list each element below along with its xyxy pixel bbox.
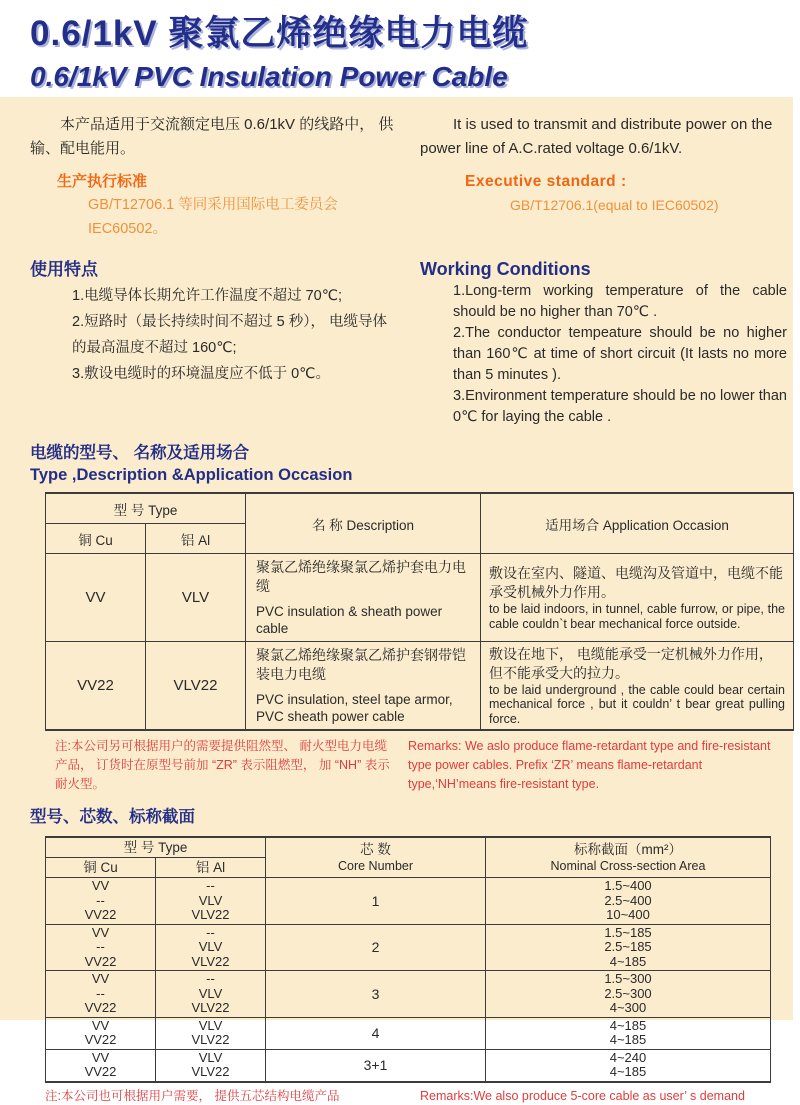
cell-line: -- xyxy=(206,878,215,893)
page-body xyxy=(0,97,793,1103)
intro-section xyxy=(0,113,793,161)
cu-models-cell xyxy=(46,1049,156,1082)
description-en: PVC insulation & sheath power cable xyxy=(256,604,443,636)
cell-line: VV xyxy=(91,1049,110,1065)
col-header-core xyxy=(266,837,486,878)
cell-line: 10~400 xyxy=(606,907,650,922)
col-header-description: 名 称 Description xyxy=(246,493,481,554)
area-cell xyxy=(486,878,771,925)
col-header-type: 型 号 Type xyxy=(46,493,246,524)
remarks-section1 xyxy=(0,737,793,794)
standard-heading-en: Executive standard : xyxy=(465,173,627,190)
page-title-zh: 0.6/1kV 聚氯乙烯绝缘电力电缆 xyxy=(30,14,529,53)
cell-line: 4~185 xyxy=(609,1017,647,1033)
cell-line: 1.5~300 xyxy=(604,971,652,986)
area-cell xyxy=(486,1017,771,1049)
al-models-cell xyxy=(156,1017,266,1049)
cell-line: -- xyxy=(206,924,215,940)
area-header-zh: 标称截面（mm²） xyxy=(574,842,682,857)
standard-heading-zh: 生产执行标准 xyxy=(57,173,148,190)
table-row xyxy=(46,971,771,1018)
cu-models-cell xyxy=(46,878,156,925)
features-section xyxy=(0,257,793,428)
application-zh: 敷设在地下， 电缆能承受一定机械外力作用，但不能承受大的拉力。 xyxy=(489,645,773,681)
table-row xyxy=(46,1017,771,1049)
cell-line: -- xyxy=(206,971,215,986)
table-row xyxy=(46,1049,771,1082)
cu-model-cell: VV22 xyxy=(46,642,146,731)
table-row xyxy=(46,554,794,642)
core-header-zh: 芯 数 xyxy=(360,842,391,857)
cell-line: VLV xyxy=(198,892,223,908)
cell-line: VV xyxy=(91,971,110,986)
col-header-application: 适用场合 Application Occasion xyxy=(481,493,794,554)
cell-line: -- xyxy=(96,985,105,1001)
intro-en: It is used to transmit and distribute power on the power line of A.C.rated voltage 0.6/1kV. xyxy=(420,116,773,157)
remark-zh: 注:本公司也可根据用户需要， 提供五芯结构电缆产品 xyxy=(45,1088,340,1103)
description-cell xyxy=(246,642,481,731)
cell-line: VV22 xyxy=(84,953,117,969)
core-header-en: Core Number xyxy=(337,859,414,873)
cell-line: 2.5~185 xyxy=(604,939,652,954)
cell-line: VLV22 xyxy=(191,953,230,969)
application-en: to be laid underground , the cable could bear certain mechanical force , but it couldn’ t bear great pulling force. xyxy=(489,682,785,726)
cu-models-cell xyxy=(46,1017,156,1049)
al-models-cell xyxy=(156,1049,266,1082)
cell-line: VV22 xyxy=(84,907,117,922)
al-models-cell xyxy=(156,971,266,1018)
area-cell xyxy=(486,1049,771,1082)
col-header-cu: 铜 Cu xyxy=(46,524,146,554)
core-number-cell: 2 xyxy=(266,924,486,971)
application-cell xyxy=(481,642,794,731)
cell-line: VLV22 xyxy=(191,907,230,922)
condition-item: 3.Environment temperature should be no lower than 0℃ for laying the cable . xyxy=(453,388,787,425)
core-section-table xyxy=(45,836,771,1083)
core-number-cell: 3 xyxy=(266,971,486,1018)
al-models-cell xyxy=(156,924,266,971)
title-block xyxy=(0,0,800,91)
cell-line: VLV22 xyxy=(191,1000,230,1015)
cell-line: VLV xyxy=(198,939,223,954)
cell-line: 4~185 xyxy=(609,953,647,969)
cell-line: 1.5~185 xyxy=(604,924,652,940)
cell-line: 4~300 xyxy=(609,1000,647,1015)
table-row xyxy=(46,924,771,971)
cell-line: VLV22 xyxy=(191,1064,230,1079)
cell-line: 2.5~400 xyxy=(604,892,652,908)
feature-item: 1.电缆导体长期允许工作温度不超过 70℃; xyxy=(72,288,343,304)
description-zh: 聚氯乙烯绝缘聚氯乙烯护套钢带铠装电力电缆 xyxy=(256,647,466,682)
al-model-cell: VLV xyxy=(146,554,246,642)
col-header-al: 铝 Al xyxy=(146,524,246,554)
condition-item: 2.The conductor tempeature should be no higher than 160℃ at time of short circuit (It lasts no more than 5 minutes ). xyxy=(453,325,787,383)
working-conditions-heading: Working Conditions xyxy=(420,259,591,279)
page-title-en: 0.6/1kV PVC Insulation Power Cable xyxy=(30,61,508,92)
features-list-zh xyxy=(30,283,400,387)
condition-item: 1.Long-term working temperature of the cable should be no higher than 70℃ . xyxy=(453,283,787,320)
table-row xyxy=(46,878,771,925)
cell-line: VV xyxy=(91,924,110,940)
application-cell xyxy=(481,554,794,642)
working-conditions-list xyxy=(420,281,787,428)
cell-line: VLV22 xyxy=(191,1032,230,1047)
al-models-cell xyxy=(156,878,266,925)
section2-heading-zh: 型号、芯数、标称截面 xyxy=(30,808,195,826)
cell-line: VV22 xyxy=(84,1000,117,1015)
cell-line: VV xyxy=(91,878,110,893)
standards-zh xyxy=(0,171,408,241)
core-number-cell: 3+1 xyxy=(266,1049,486,1082)
remark-zh: 注:本公司另可根据用户的需要提供阻然型、 耐火型电力电缆产品， 订货时在原型号前加 “ZR” 表示阻燃型， 加 “NH” 表示耐火型。 xyxy=(55,739,390,791)
section1-heading-en: Type ,Description &Application Occasion xyxy=(30,466,353,484)
standards-en xyxy=(408,171,793,241)
description-cell xyxy=(246,554,481,642)
remarks-section2 xyxy=(0,1087,793,1105)
table-header-row xyxy=(46,837,771,858)
standard-text-en: GB/T12706.1(equal to IEC60502) xyxy=(510,197,719,213)
cell-line: VLV xyxy=(198,1049,223,1065)
standard-text-zh: GB/T12706.1 等同采用国际电工委员会 IEC60502。 xyxy=(88,197,338,237)
area-header-en: Nominal Cross-section Area xyxy=(550,859,706,873)
standards-section xyxy=(0,171,793,241)
cell-line: VV xyxy=(91,1017,110,1033)
col-header-type: 型 号 Type xyxy=(46,837,266,858)
cu-model-cell: VV xyxy=(46,554,146,642)
application-en: to be laid indoors, in tunnel, cable furrow, or pipe, the cable couldn`t bear mechanical force outside. xyxy=(489,602,785,631)
cell-line: VV22 xyxy=(84,1064,117,1079)
table-header-row xyxy=(46,493,794,524)
col-header-al: 铝 Al xyxy=(156,858,266,878)
features-zh xyxy=(0,257,408,428)
al-model-cell: VLV22 xyxy=(146,642,246,731)
cell-line: -- xyxy=(96,939,105,954)
cell-line: 4~185 xyxy=(609,1064,647,1079)
feature-item: 2.短路时（最长持续时间不超过 5 秒）， 电缆导体的最高温度不超过 160℃; xyxy=(72,314,387,356)
cu-models-cell xyxy=(46,971,156,1018)
cell-line: -- xyxy=(96,892,105,908)
cell-line: VLV xyxy=(198,985,223,1001)
feature-item: 3.敷设电缆时的环境温度应不低于 0℃。 xyxy=(72,366,330,382)
intro-zh: 本产品适用于交流额定电压 0.6/1kV 的线路中， 供输、配电能用。 xyxy=(30,116,394,157)
description-zh: 聚氯乙烯绝缘聚氯乙烯护套电力电缆 xyxy=(256,559,466,594)
table-row xyxy=(46,642,794,731)
remark-en: Remarks: We aslo produce flame-retardant type and fire-resistant type power cables. Prefix ‘ZR’ means flame-retardant type,‘NH’means fire-resistant type. xyxy=(408,739,771,791)
core-number-cell: 1 xyxy=(266,878,486,925)
features-heading-zh: 使用特点 xyxy=(30,260,98,279)
cell-line: 1.5~400 xyxy=(604,878,652,893)
cell-line: 4~240 xyxy=(609,1049,647,1065)
cell-line: VLV xyxy=(198,1017,223,1033)
area-cell xyxy=(486,971,771,1018)
cell-line: 4~185 xyxy=(609,1032,647,1047)
col-header-area xyxy=(486,837,771,878)
cell-line: VV22 xyxy=(84,1032,117,1047)
application-zh: 敷设在室内、隧道、电缆沟及管道中，电缆不能承受机械外力作用。 xyxy=(489,565,783,600)
description-en: PVC insulation, steel tape armor, PVC sheath power cable xyxy=(256,692,453,724)
cell-line: 2.5~300 xyxy=(604,985,652,1001)
cu-models-cell xyxy=(46,924,156,971)
section1-heading-zh: 电缆的型号、 名称及适用场合 xyxy=(30,444,250,462)
type-description-table xyxy=(45,492,794,731)
core-number-cell: 4 xyxy=(266,1017,486,1049)
working-conditions-en xyxy=(408,257,793,428)
area-cell xyxy=(486,924,771,971)
col-header-cu: 铜 Cu xyxy=(46,858,156,878)
remark-en: Remarks:We also produce 5-core cable as user’ s demand xyxy=(420,1088,745,1103)
